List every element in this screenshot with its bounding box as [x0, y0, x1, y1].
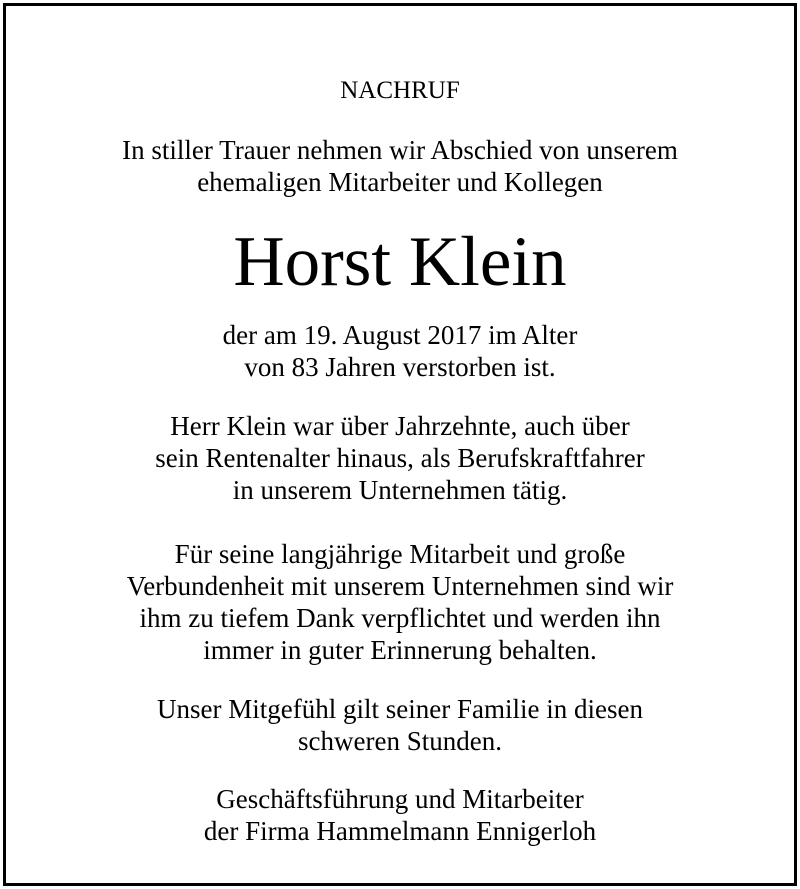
thanks-line-2: Verbundenheit mit unserem Unternehmen sind wir: [126, 571, 674, 601]
thanks-line-1: Für seine langjährige Mitarbeit und große: [174, 539, 626, 569]
career-line-3: in unserem Unternehmen tätig.: [232, 475, 568, 505]
obituary-notice: [3, 3, 797, 886]
career-line-2: sein Rentenalter hinaus, als Berufskraftfahrer: [155, 443, 645, 473]
death-line-2: von 83 Jahren verstorben ist.: [244, 352, 556, 382]
death-line-1: der am 19. August 2017 im Alter: [222, 320, 578, 350]
notice-heading: NACHRUF: [340, 77, 460, 104]
condolence-line-1: Unser Mitgefühl gilt seiner Familie in diesen: [157, 694, 643, 724]
thanks-line-4: immer in guter Erinnerung behalten.: [203, 635, 597, 665]
signature-line-2: der Firma Hammelmann Ennigerloh: [203, 816, 597, 846]
deceased-name: Horst Klein: [233, 223, 567, 301]
intro-line-2: ehemaligen Mitarbeiter und Kollegen: [197, 167, 603, 197]
career-line-1: Herr Klein war über Jahrzehnte, auch über: [170, 411, 630, 441]
signature-line-1: Geschäftsführung und Mitarbeiter: [216, 784, 584, 814]
intro-line-1: In stiller Trauer nehmen wir Abschied von unserem: [122, 135, 678, 165]
condolence-line-2: schweren Stunden.: [298, 726, 502, 756]
thanks-line-3: ihm zu tiefem Dank verpflichtet und werden ihn: [139, 603, 661, 633]
